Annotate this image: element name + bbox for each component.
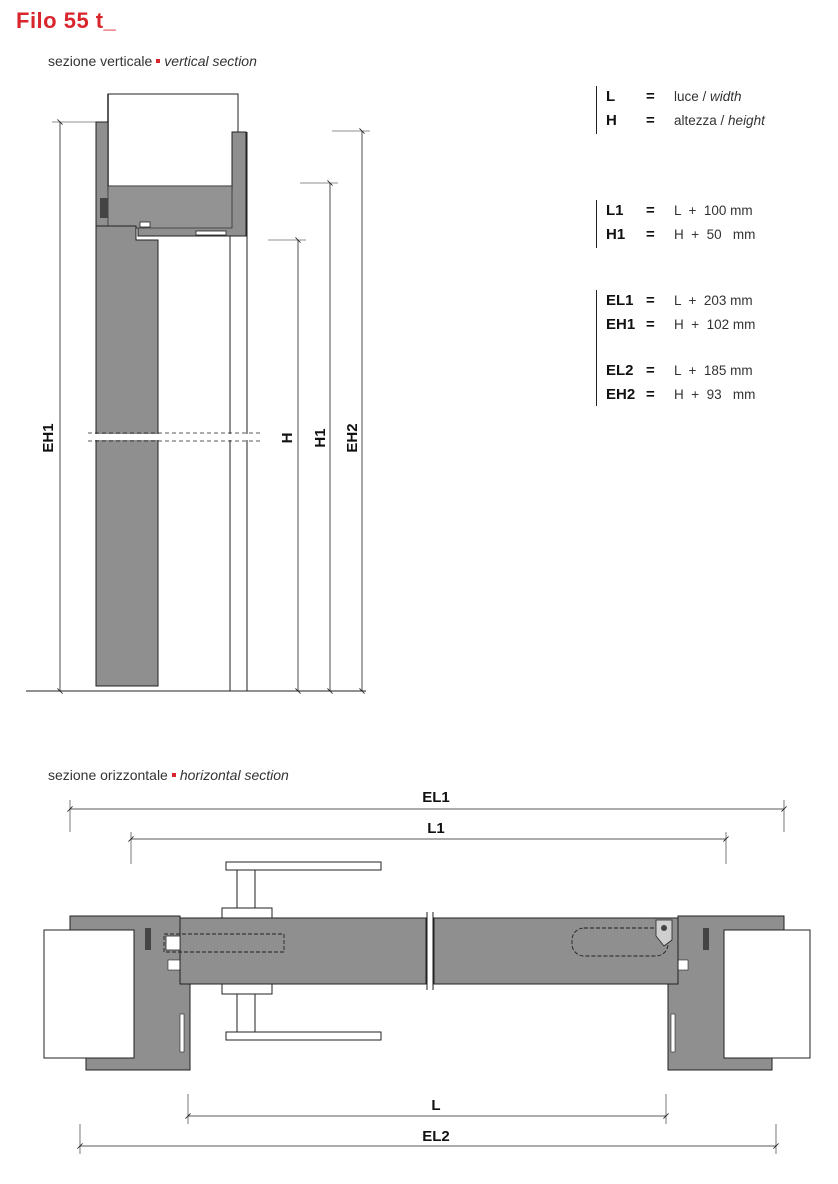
- legend-symbol: L1: [606, 202, 624, 219]
- dim-label-h1: H1: [312, 428, 329, 448]
- dim-label-eh1: EH1: [40, 423, 57, 453]
- legend-symbol: EH2: [606, 386, 636, 403]
- legend-desc-it: luce /: [674, 89, 707, 104]
- vertical-section-label-en: vertical section: [164, 53, 257, 69]
- legend-symbol: EL1: [606, 292, 634, 309]
- legend-symbol: H: [606, 112, 617, 129]
- handle-rose-bottom: [222, 984, 272, 994]
- legend-symbol: EH1: [606, 316, 636, 333]
- legend-desc-en: width: [710, 89, 742, 104]
- legend-equals: =: [646, 316, 655, 333]
- legend-symbol: EL2: [606, 362, 634, 379]
- horizontal-section-drawing: [44, 789, 810, 1154]
- legend-desc-en: height: [728, 113, 765, 128]
- handle-neck-bottom: [237, 994, 255, 1032]
- legend-desc: L + 185 mm: [674, 363, 753, 378]
- horizontal-section-label-it: sezione orizzontale: [48, 767, 168, 783]
- legend-equals: =: [646, 202, 655, 219]
- dim-label-l: L: [431, 1097, 441, 1114]
- legend-equals: =: [646, 226, 655, 243]
- gasket: [100, 198, 108, 218]
- legend-symbol: L: [606, 88, 616, 105]
- legend-equals: =: [646, 362, 655, 379]
- handle-lever-top: [226, 862, 381, 870]
- handle-lever-bottom: [226, 1032, 381, 1040]
- dim-label-el1: EL1: [422, 789, 450, 806]
- legend-desc: H + 50 mm: [674, 227, 756, 242]
- legend-desc-it: altezza /: [674, 113, 725, 128]
- legend-desc: L + 100 mm: [674, 203, 753, 218]
- dim-label-el2: EL2: [422, 1128, 450, 1145]
- door-leaf-left-part: [180, 918, 426, 984]
- horizontal-section-label-en: horizontal section: [179, 767, 289, 783]
- legend-equals: =: [646, 386, 655, 403]
- vertical-section-label-it: sezione verticale: [48, 53, 153, 69]
- legend-desc: L + 203 mm: [674, 293, 753, 308]
- legend-equals: =: [646, 112, 655, 129]
- legend-desc: H + 102 mm: [674, 317, 756, 332]
- wall-block: [108, 94, 238, 186]
- dim-label-eh2: EH2: [344, 423, 361, 453]
- wall-right: [724, 930, 810, 1058]
- door-leaf-vertical: [96, 226, 158, 686]
- gasket-left: [145, 928, 151, 950]
- legend-symbol: H1: [606, 226, 626, 243]
- dim-label-l1: L1: [427, 820, 445, 837]
- handle-neck-top: [237, 870, 255, 908]
- wall-left: [44, 930, 134, 1058]
- vertical-section-drawing: [26, 94, 370, 691]
- gasket-right: [703, 928, 709, 950]
- dim-label-h: H: [279, 432, 296, 444]
- legend-equals: =: [646, 292, 655, 309]
- legend-desc: H + 93 mm: [674, 387, 756, 402]
- handle-rose-top: [222, 908, 272, 918]
- product-title: Filo 55 t_: [16, 8, 117, 33]
- legend-equals: =: [646, 88, 655, 105]
